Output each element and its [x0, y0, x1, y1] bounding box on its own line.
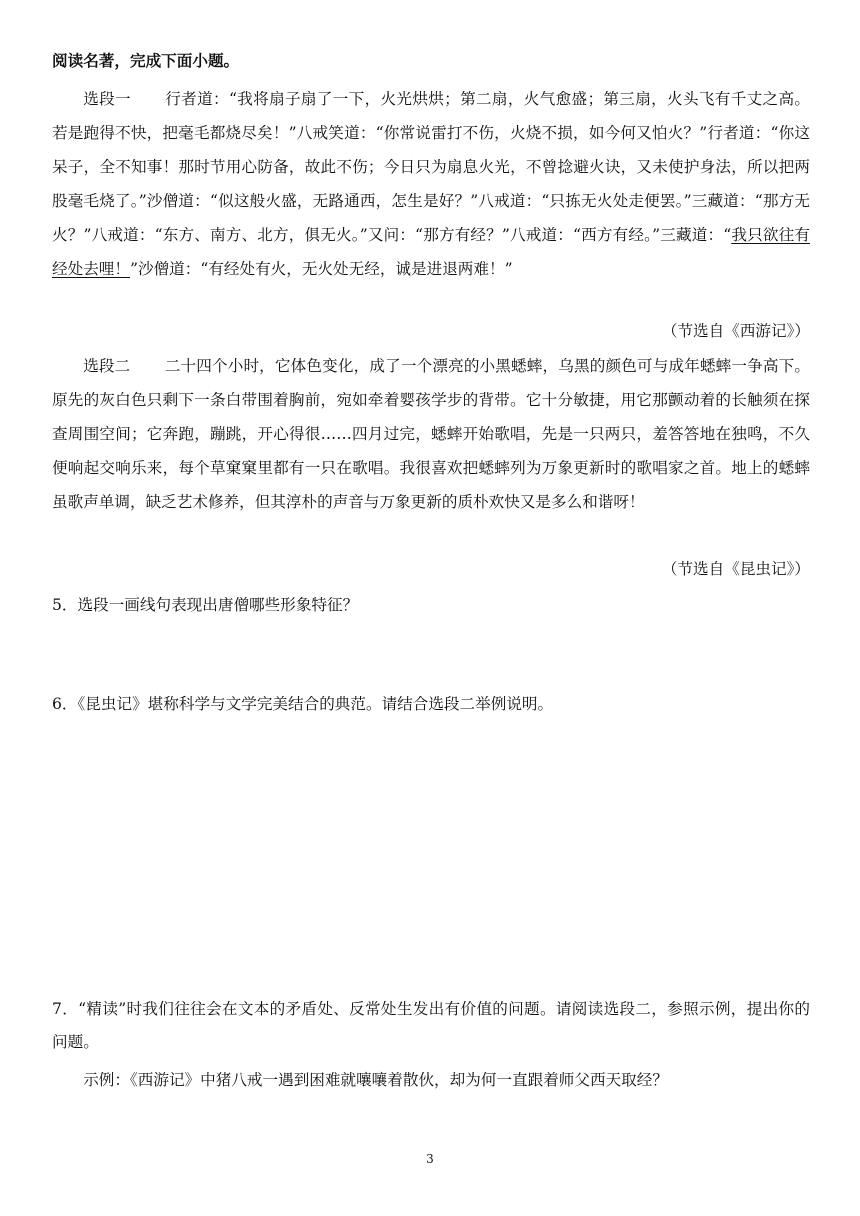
passage-two: [52, 349, 810, 519]
question-7: 7．“精读”时我们往往会在文本的矛盾处、反常处生发出有价值的问题。请阅读选段二，参照示例，提出你的问题。: [52, 1000, 810, 1051]
passage-one-text-after: ”沙僧道：“有经处有火，无火处无经，诚是进退两难！”: [129, 260, 513, 279]
passage-two-label: 选段二: [83, 357, 131, 375]
instruction-heading: 阅读名著，完成下面小题。: [52, 52, 240, 70]
underlined-sentence: 我只欲往有经处去哩！: [52, 226, 810, 279]
question-7-example: 示例：《西游记》中猪八戒一遇到困难就嚷嚷着散伙，却为何一直跟着师父西天取经？: [83, 1071, 668, 1089]
passage-two-source: （节选自《昆虫记》）: [661, 560, 810, 578]
passage-one-source: （节选自《西游记》）: [661, 322, 810, 340]
question-5: 5．选段一画线句表现出唐僧哪些形象特征？: [52, 596, 359, 614]
passage-one-label: 选段一: [83, 90, 131, 108]
passage-two-text: 二十四个小时，它体色变化，成了一个漂亮的小黑蟋蟀，乌黑的颜色可与成年蟋蟀一争高下。原先的灰白色只剩下一条白带围着胸前，宛如牵着婴孩学步的背带。它十分敏捷，用它那颤动着的长触须在探查周围空间；它奔跑，蹦跳，开心得很……四月过完，蟋蟀开始歌唱，先是一只两只，羞答答地在独鸣，不久便响起交响乐来，每个草窠窠里都有一只在歌唱。我很喜欢把蟋蟀列为万象更新时的歌唱家之首。地上的蟋蟀虽歌声单调，缺乏艺术修养，但其淳朴的声音与万象更新的质朴欢快又是多么和谐呀！: [52, 357, 810, 512]
passage-one-text-before: 行者道：“我将扇子扇了一下，火光烘烘；第二扇，火气愈盛；第三扇，火头飞有千丈之高。若是跑得不快，把毫毛都烧尽矣！”八戒笑道：“你常说雷打不伤，火烧不损，如今何又怕火？”行者道：“你这呆子，全不知事！那时节用心防备，故此不伤；今日只为扇息火光，不曾捻避火诀，又未使护身法，所以把两股毫毛烧了。”沙僧道：“似这般火盛，无路通西，怎生是好？”八戒道：“只拣无火处走便罢。”三藏道：“那方无火？”八戒道：“东方、南方、北方，俱无火。”又问：“那方有经？”八戒道：“西方有经。”三藏道：“: [52, 90, 810, 245]
page-number: 3: [426, 1152, 434, 1166]
passage-one: [52, 82, 810, 287]
question-6: 6．《昆虫记》堪称科学与文学完美结合的典范。请结合选段二举例说明。: [52, 695, 554, 713]
